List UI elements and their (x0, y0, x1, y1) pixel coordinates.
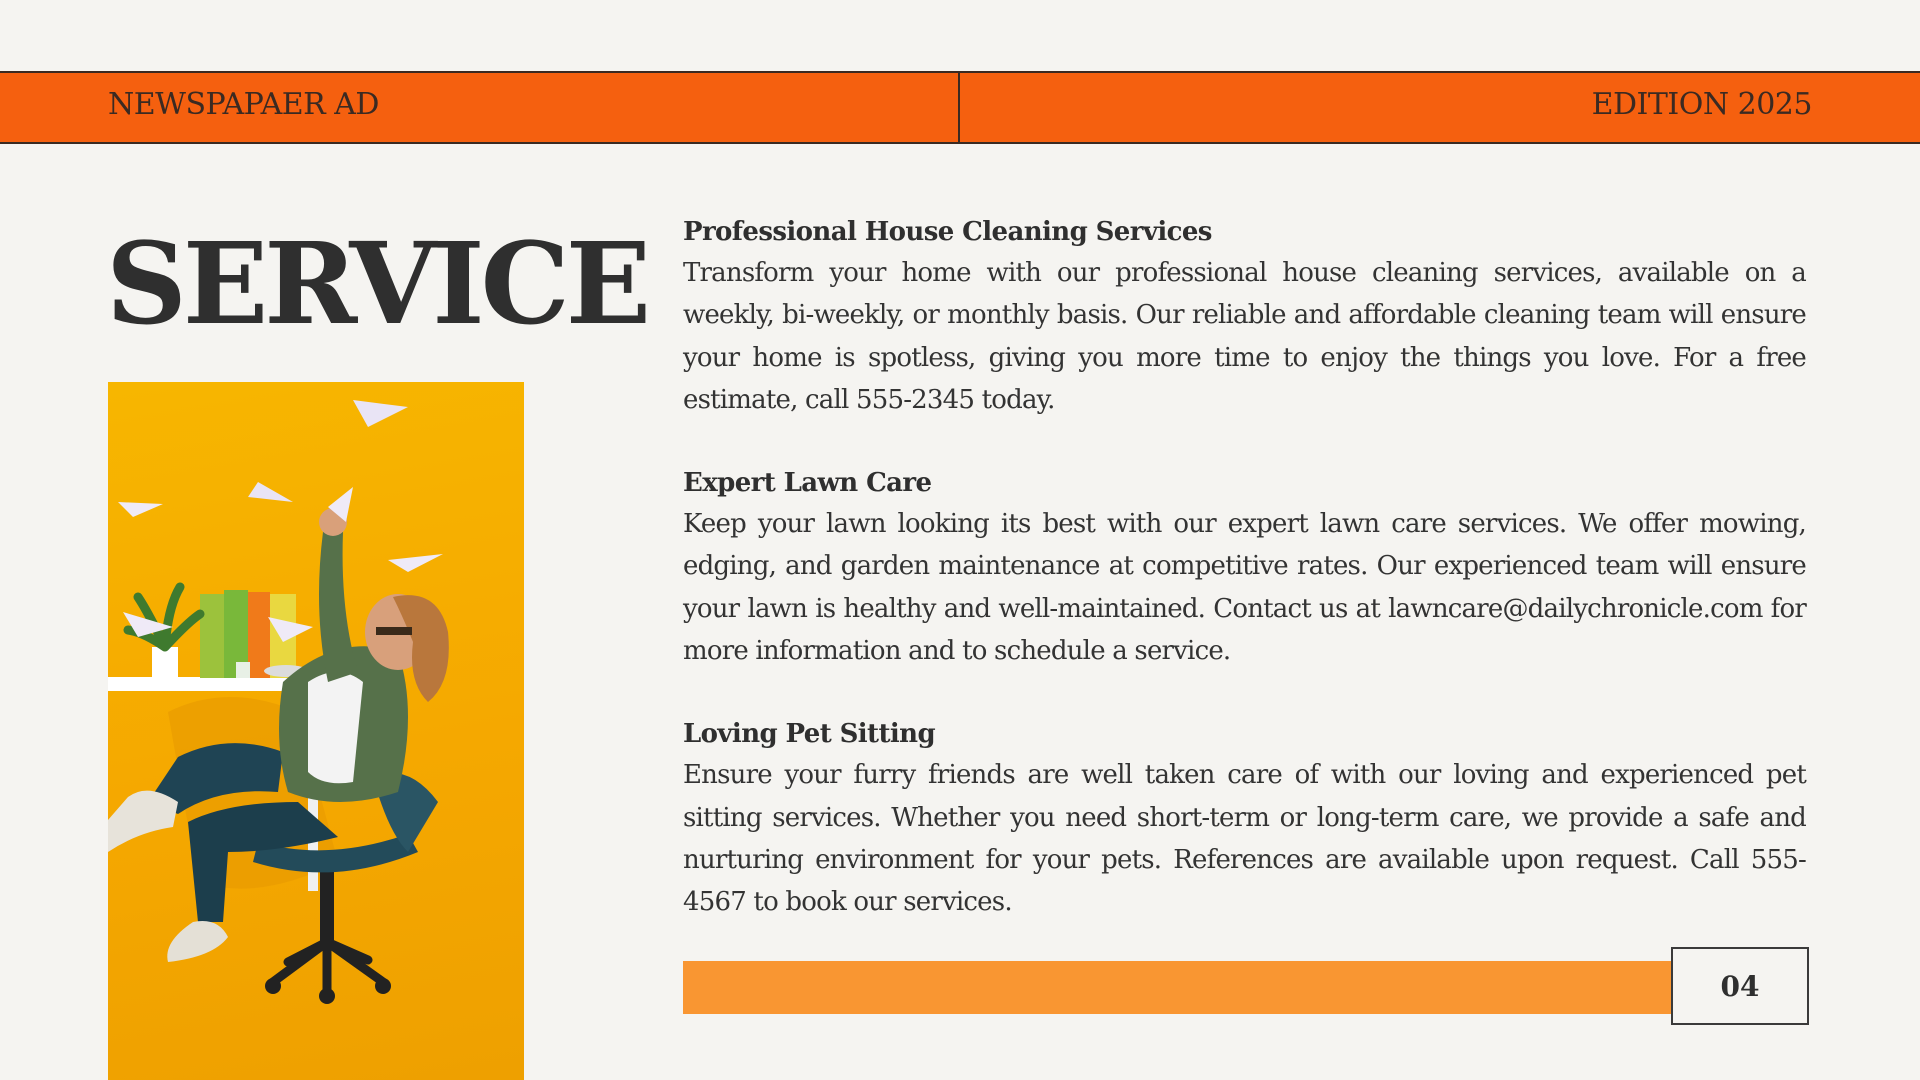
header-band (0, 71, 1920, 144)
service-title: Expert Lawn Care (683, 468, 932, 499)
service-title: Professional House Cleaning Services (683, 217, 1212, 247)
page-title: SERVICE (106, 219, 648, 350)
services-column (683, 212, 1806, 966)
header-left-label: NEWSPAPAER AD (108, 87, 379, 122)
service-title: Loving Pet Sitting (683, 719, 936, 750)
service-body: Transform your home with our professional house cleaning services, available on a weekly, bi-weekly, or monthly basis. Our reliable and affordable cleaning team will ensure your home is spotless, giving you more time to enjoy the things you love. For a free estimate, call 555-2345 today. (683, 258, 1806, 415)
hero-photo (108, 382, 524, 1080)
person-in-chair-illustration-icon (108, 382, 524, 1080)
footer-accent-bar (683, 961, 1671, 1014)
service-body: Ensure your furry friends are well taken care of with our loving and experienced pet sitting services. Whether you need short-term or long-term care, we provide a safe and nurturing environment for your pets. References are available upon request. Call 555-4567 to book our services. (683, 760, 1806, 918)
page-number: 04 (1671, 947, 1809, 1025)
service-body: Keep your lawn looking its best with our expert lawn care services. We offer mowing, edging, and garden maintenance at competitive rates. Our experienced team will ensure your lawn is healthy and well-maintained. Contact us at lawncare@dailychronicle.com for more information and to schedule a service. (683, 509, 1806, 667)
service-house-cleaning (683, 212, 1806, 421)
service-lawn-care (683, 463, 1806, 672)
service-pet-sitting (683, 714, 1806, 923)
header-right-label: EDITION 2025 (1591, 87, 1812, 122)
header-divider (958, 73, 960, 142)
